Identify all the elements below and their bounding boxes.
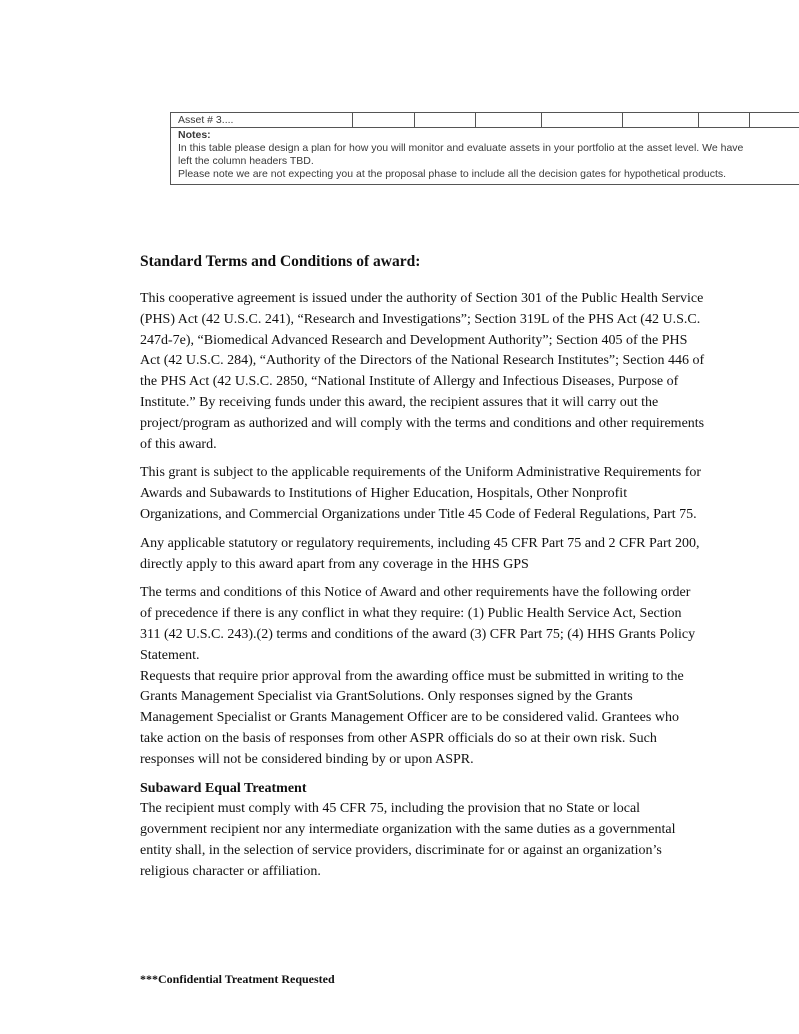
column-divider — [414, 113, 415, 128]
column-divider — [698, 113, 699, 128]
notes-label: Notes: — [178, 129, 211, 141]
subaward-heading: Subaward Equal Treatment — [140, 780, 307, 796]
authority-paragraph: This cooperative agreement is issued under the authority of Section 301 of the Public Health Service (PHS) Act (42 U.S.C. 241), “Research and Investigations”; Section 319L of the PHS Act (42 U.S.C. 247d-7e), “Biomedical Advanced Research and Development Authority”; Section 405 of the PHS Act (42 U.S.C. 284), “Authority of the Directors of the National Research Institutes”; Section 446 of the PHS Act (42 U.S.C. 2850, “National Institute of Allergy and Infectious Diseases, Purpose of Institute.” By receiving funds under this award, the recipient assures that it will carry out the project/program as authorized and will comply with the terms and conditions and other requirements of this award. — [140, 291, 705, 452]
section-title: Standard Terms and Conditions of award: — [140, 253, 421, 270]
notes-line: In this table please design a plan for how you will monitor and evaluate assets in your portfolio at the asset level. We have — [178, 142, 744, 154]
column-divider — [622, 113, 623, 128]
terms-body — [140, 289, 705, 883]
subaward-paragraph: The recipient must comply with 45 CFR 75, including the provision that no State or local government recipient nor any intermediate organization with the same duties as a governmental entity shall, in the selection of service providers, discriminate for or against an organization’s religious character or affiliation. — [140, 801, 676, 879]
notes-cell — [170, 128, 799, 185]
scanned-table-fragment — [170, 112, 799, 186]
column-divider — [749, 113, 750, 128]
confidential-footer: ***Confidential Treatment Requested — [140, 972, 335, 986]
precedence-paragraph: The terms and conditions of this Notice of Award and other requirements have the following order of precedence if there is any conflict in what they require: (1) Public Health Service Act, Section 311 (42 U.S.C. 243).(2) terms and conditions of the award (3) CFR Part 75; (4) HHS Grants Policy Statement. — [140, 585, 696, 663]
prior-approval-paragraph: Requests that require prior approval from the awarding office must be submitted in writing to the Grants Management Specialist via GrantSolutions. Only responses signed by the Grants Management Specialist or Grants Management Officer are to be considered valid. Grantees who take action on the basis of responses from other ASPR officials do so at their own risk. Such responses will not be considered binding by or upon ASPR. — [140, 668, 684, 767]
column-divider — [352, 113, 353, 128]
column-divider — [475, 113, 476, 128]
notes-line: Please note we are not expecting you at the proposal phase to include all the decision gates for hypothetical products. — [178, 168, 727, 180]
asset-row — [170, 112, 799, 128]
column-divider — [541, 113, 542, 128]
notes-line: left the column headers TBD. — [178, 155, 314, 167]
asset-label: Asset # 3.... — [178, 114, 234, 126]
statutory-paragraph: Any applicable statutory or regulatory requirements, including 45 CFR Part 75 and 2 CFR Part 200, directly apply to this award apart from any coverage in the HHS GPS — [140, 535, 700, 572]
uniform-requirements-paragraph: This grant is subject to the applicable requirements of the Uniform Administrative Requirements for Awards and Subawards to Institutions of Higher Education, Hospitals, Other Nonprofit Organizations, and Commercial Organizations under Title 45 Code of Federal Regulations, Part 75. — [140, 465, 702, 522]
